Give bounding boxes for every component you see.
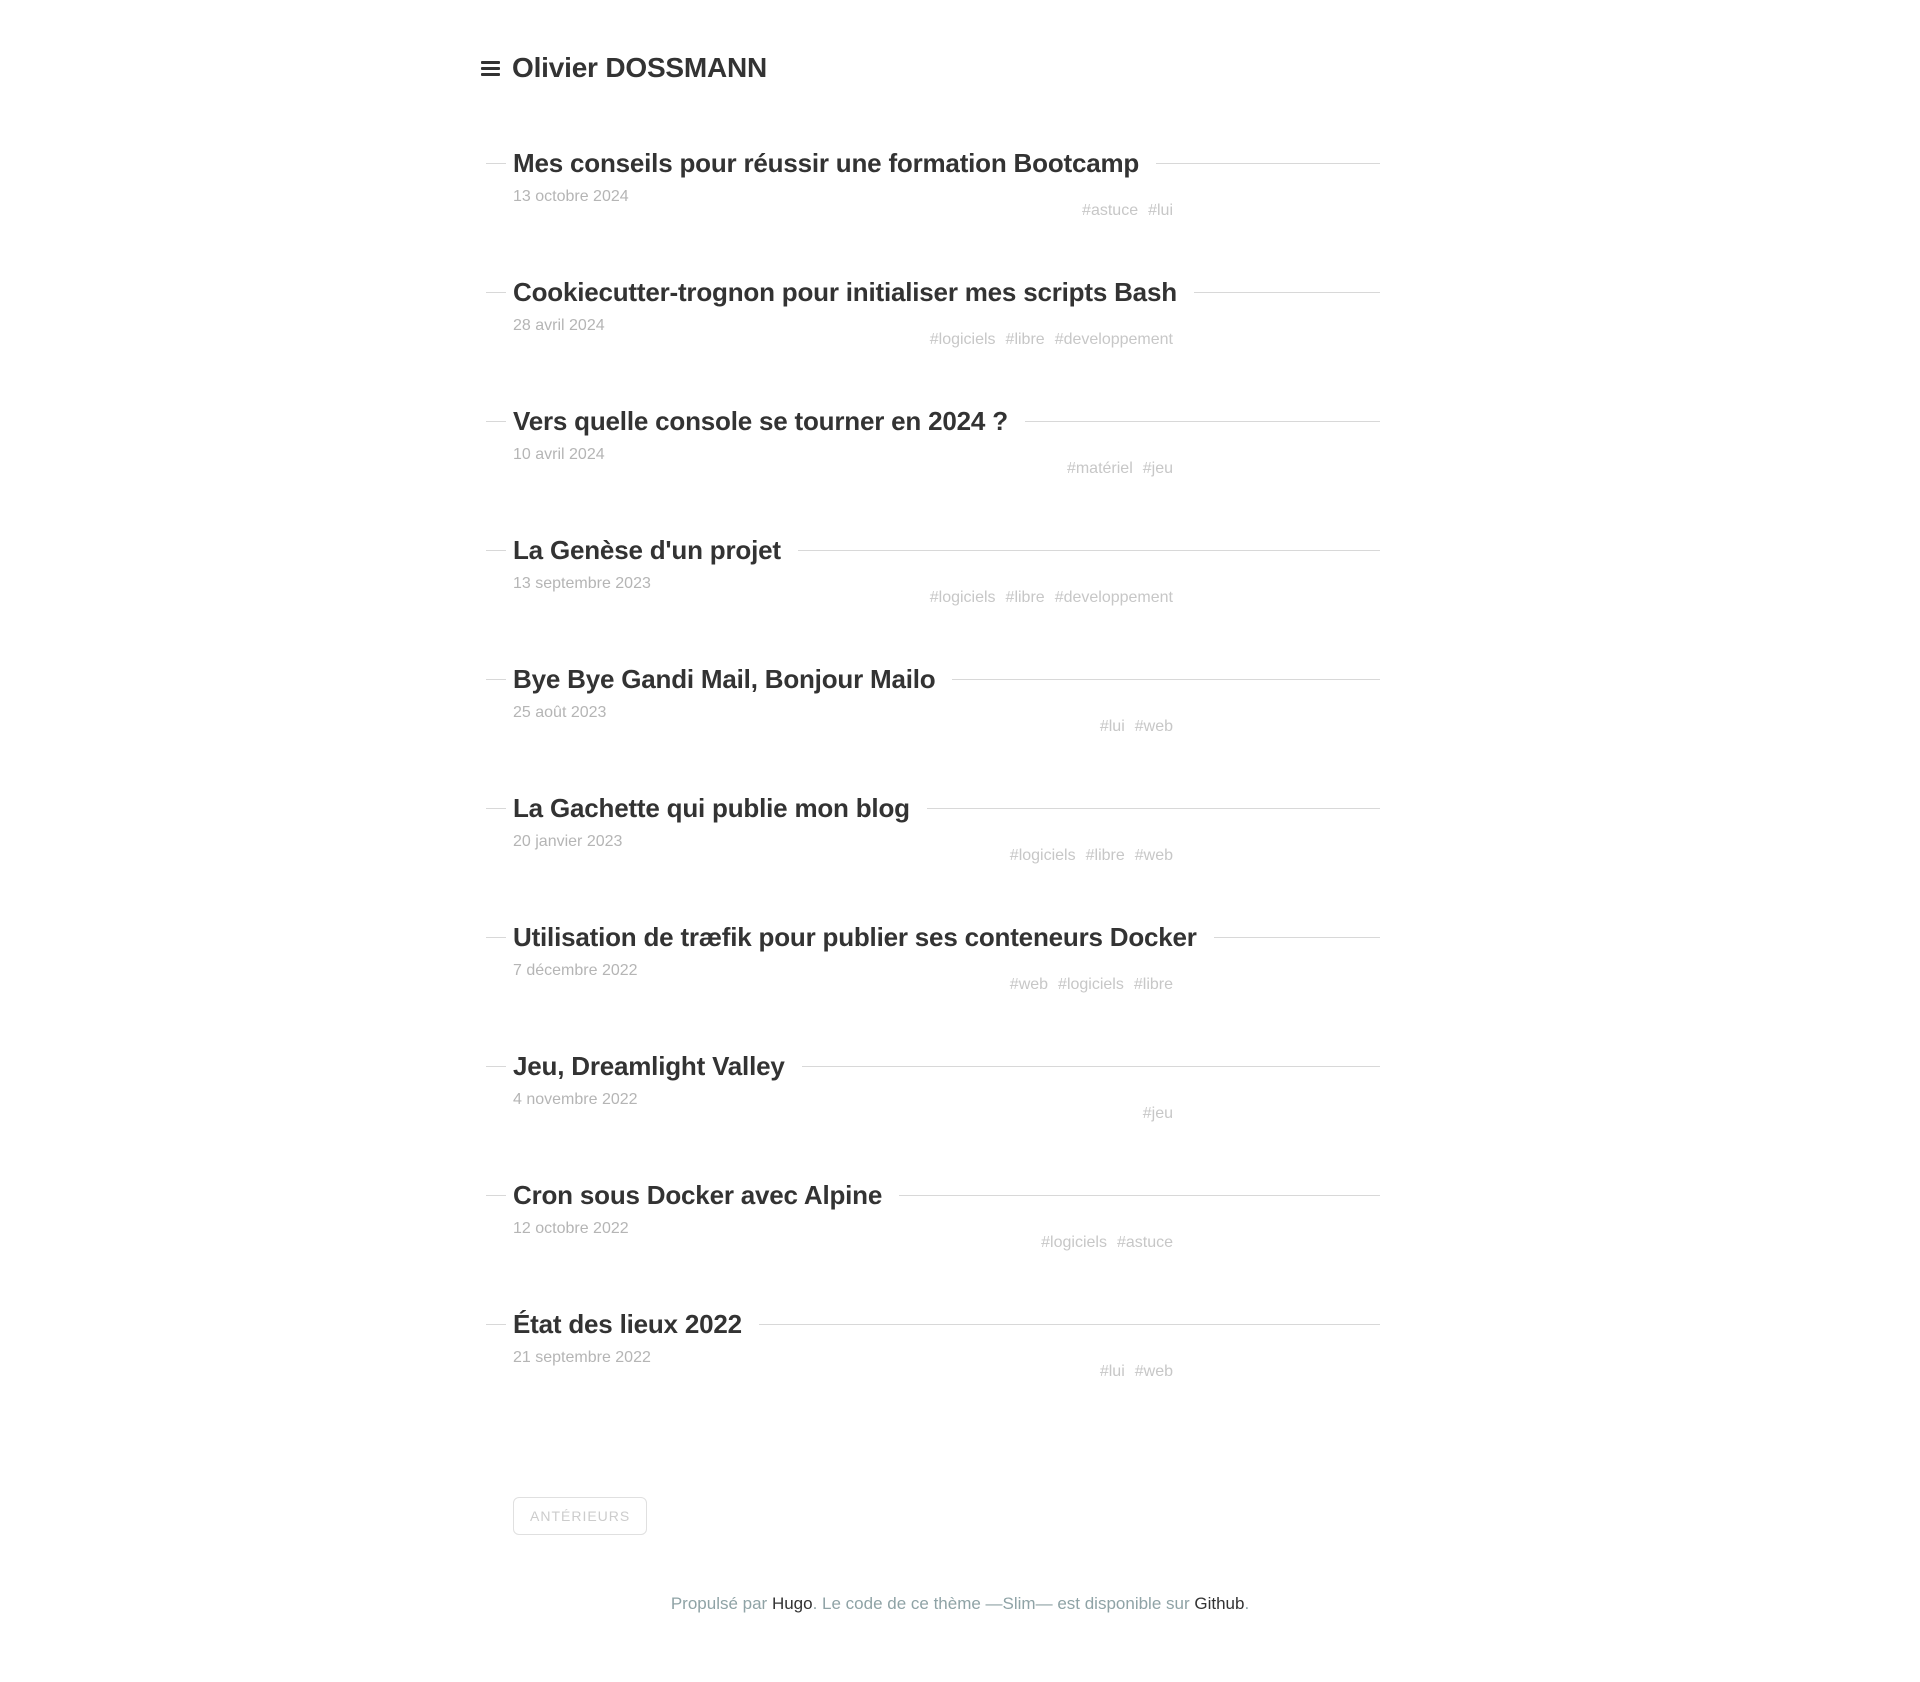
post-date: 12 octobre 2022 <box>513 1220 629 1237</box>
post-tags <box>930 588 1173 608</box>
tag-link[interactable]: #web <box>1009 976 1049 993</box>
post-date: 10 avril 2024 <box>513 446 605 463</box>
tag-link[interactable]: #lui <box>1099 1363 1125 1380</box>
post-title-link[interactable]: Cookiecutter-trognon pour initialiser mes scripts Bash <box>513 277 1177 307</box>
post-title <box>513 1177 1380 1213</box>
post-item <box>513 1048 1380 1124</box>
post-meta <box>513 574 1380 608</box>
post-title-link[interactable]: La Gachette qui publie mon blog <box>513 793 910 823</box>
tag-link[interactable]: #astuce <box>1082 202 1139 219</box>
tag-link[interactable]: #libre <box>1085 847 1125 864</box>
post-tags <box>1067 459 1173 479</box>
tag-link[interactable]: #developpement <box>1054 589 1173 606</box>
post-title-link[interactable]: Bye Bye Gandi Mail, Bonjour Mailo <box>513 664 936 694</box>
post-title <box>513 790 1380 826</box>
footer-text-suffix: . <box>1244 1594 1250 1613</box>
tag-link[interactable]: #libre <box>1005 589 1045 606</box>
post-tags <box>1100 1362 1173 1382</box>
tag-link[interactable]: #web <box>1134 718 1173 735</box>
hugo-link[interactable]: Hugo <box>771 1594 813 1613</box>
tag-link[interactable]: #logiciels <box>1058 976 1124 993</box>
post-title <box>513 145 1380 181</box>
post-tags <box>1041 1233 1173 1253</box>
tag-link[interactable]: #logiciels <box>1009 847 1076 864</box>
post-title <box>513 661 1380 697</box>
post-item <box>513 145 1380 221</box>
post-item <box>513 790 1380 866</box>
hamburger-bar <box>481 67 500 70</box>
post-item <box>513 1177 1380 1253</box>
post-meta <box>513 1219 1380 1253</box>
post-tags <box>1010 975 1173 995</box>
footer-text-prefix: Propulsé par <box>670 1594 772 1613</box>
post-item <box>513 1306 1380 1382</box>
tag-link[interactable]: #lui <box>1099 718 1125 735</box>
post-meta <box>513 1348 1380 1382</box>
footer-text-middle: . Le code de ce thème —Slim— est disponible sur <box>812 1594 1195 1613</box>
tag-link[interactable]: #jeu <box>1142 460 1173 477</box>
post-item <box>513 532 1380 608</box>
post-tags <box>1100 717 1173 737</box>
post-item <box>513 274 1380 350</box>
post-meta <box>513 832 1380 866</box>
tag-link[interactable]: #logiciels <box>929 589 996 606</box>
post-meta <box>513 445 1380 479</box>
post-meta <box>513 187 1380 221</box>
tag-link[interactable]: #web <box>1134 847 1173 864</box>
tag-link[interactable]: #lui <box>1148 202 1173 219</box>
post-title-link[interactable]: Cron sous Docker avec Alpine <box>513 1180 883 1210</box>
post-title <box>513 1306 1380 1342</box>
post-date: 25 août 2023 <box>513 704 607 721</box>
post-title-link[interactable]: Mes conseils pour réussir une formation Bootcamp <box>513 148 1140 178</box>
post-title <box>513 1048 1380 1084</box>
post-date: 20 janvier 2023 <box>513 833 623 850</box>
post-list <box>513 145 1380 1382</box>
site-footer <box>0 1591 1920 1632</box>
github-link[interactable]: Github <box>1194 1594 1245 1613</box>
post-title <box>513 403 1380 439</box>
post-date: 4 novembre 2022 <box>513 1091 638 1108</box>
tag-link[interactable]: #jeu <box>1142 1105 1173 1122</box>
post-meta <box>513 961 1380 995</box>
hamburger-bar <box>481 73 500 76</box>
tag-link[interactable]: #astuce <box>1116 1234 1173 1251</box>
post-tags <box>1010 846 1173 866</box>
post-title-link[interactable]: Utilisation de træfik pour publier ses conteneurs Docker <box>513 922 1197 952</box>
post-date: 13 septembre 2023 <box>513 575 651 592</box>
post-meta <box>513 316 1380 350</box>
tag-link[interactable]: #logiciels <box>1041 1234 1107 1251</box>
post-date: 7 décembre 2022 <box>513 962 638 979</box>
tag-link[interactable]: #logiciels <box>929 331 996 348</box>
main-container <box>513 50 1380 1535</box>
post-tags <box>930 330 1173 350</box>
tag-link[interactable]: #libre <box>1133 976 1173 993</box>
post-item <box>513 661 1380 737</box>
tag-link[interactable]: #web <box>1134 1363 1173 1380</box>
post-item <box>513 919 1380 995</box>
post-date: 13 octobre 2024 <box>513 188 629 205</box>
pagination <box>513 1497 1380 1535</box>
older-posts-button[interactable]: ANTÉRIEURS <box>513 1497 647 1535</box>
post-tags <box>1143 1104 1173 1124</box>
post-title-link[interactable]: La Genèse d'un projet <box>513 535 781 565</box>
tag-link[interactable]: #developpement <box>1054 331 1173 348</box>
hamburger-bar <box>481 61 500 64</box>
post-title-link[interactable]: Vers quelle console se tourner en 2024 ? <box>513 406 1008 436</box>
site-title[interactable]: Olivier DOSSMANN <box>512 52 768 83</box>
post-date: 21 septembre 2022 <box>513 1349 651 1366</box>
post-meta <box>513 703 1380 737</box>
site-header <box>513 50 1380 86</box>
post-title-link[interactable]: État des lieux 2022 <box>513 1309 742 1339</box>
tag-link[interactable]: #matériel <box>1066 460 1133 477</box>
post-title-link[interactable]: Jeu, Dreamlight Valley <box>513 1051 785 1081</box>
post-title <box>513 274 1380 310</box>
post-title <box>513 919 1380 955</box>
post-meta <box>513 1090 1380 1124</box>
tag-link[interactable]: #libre <box>1005 331 1045 348</box>
post-tags <box>1082 201 1173 221</box>
post-date: 28 avril 2024 <box>513 317 605 334</box>
post-item <box>513 403 1380 479</box>
hamburger-icon[interactable] <box>481 61 500 76</box>
post-title <box>513 532 1380 568</box>
